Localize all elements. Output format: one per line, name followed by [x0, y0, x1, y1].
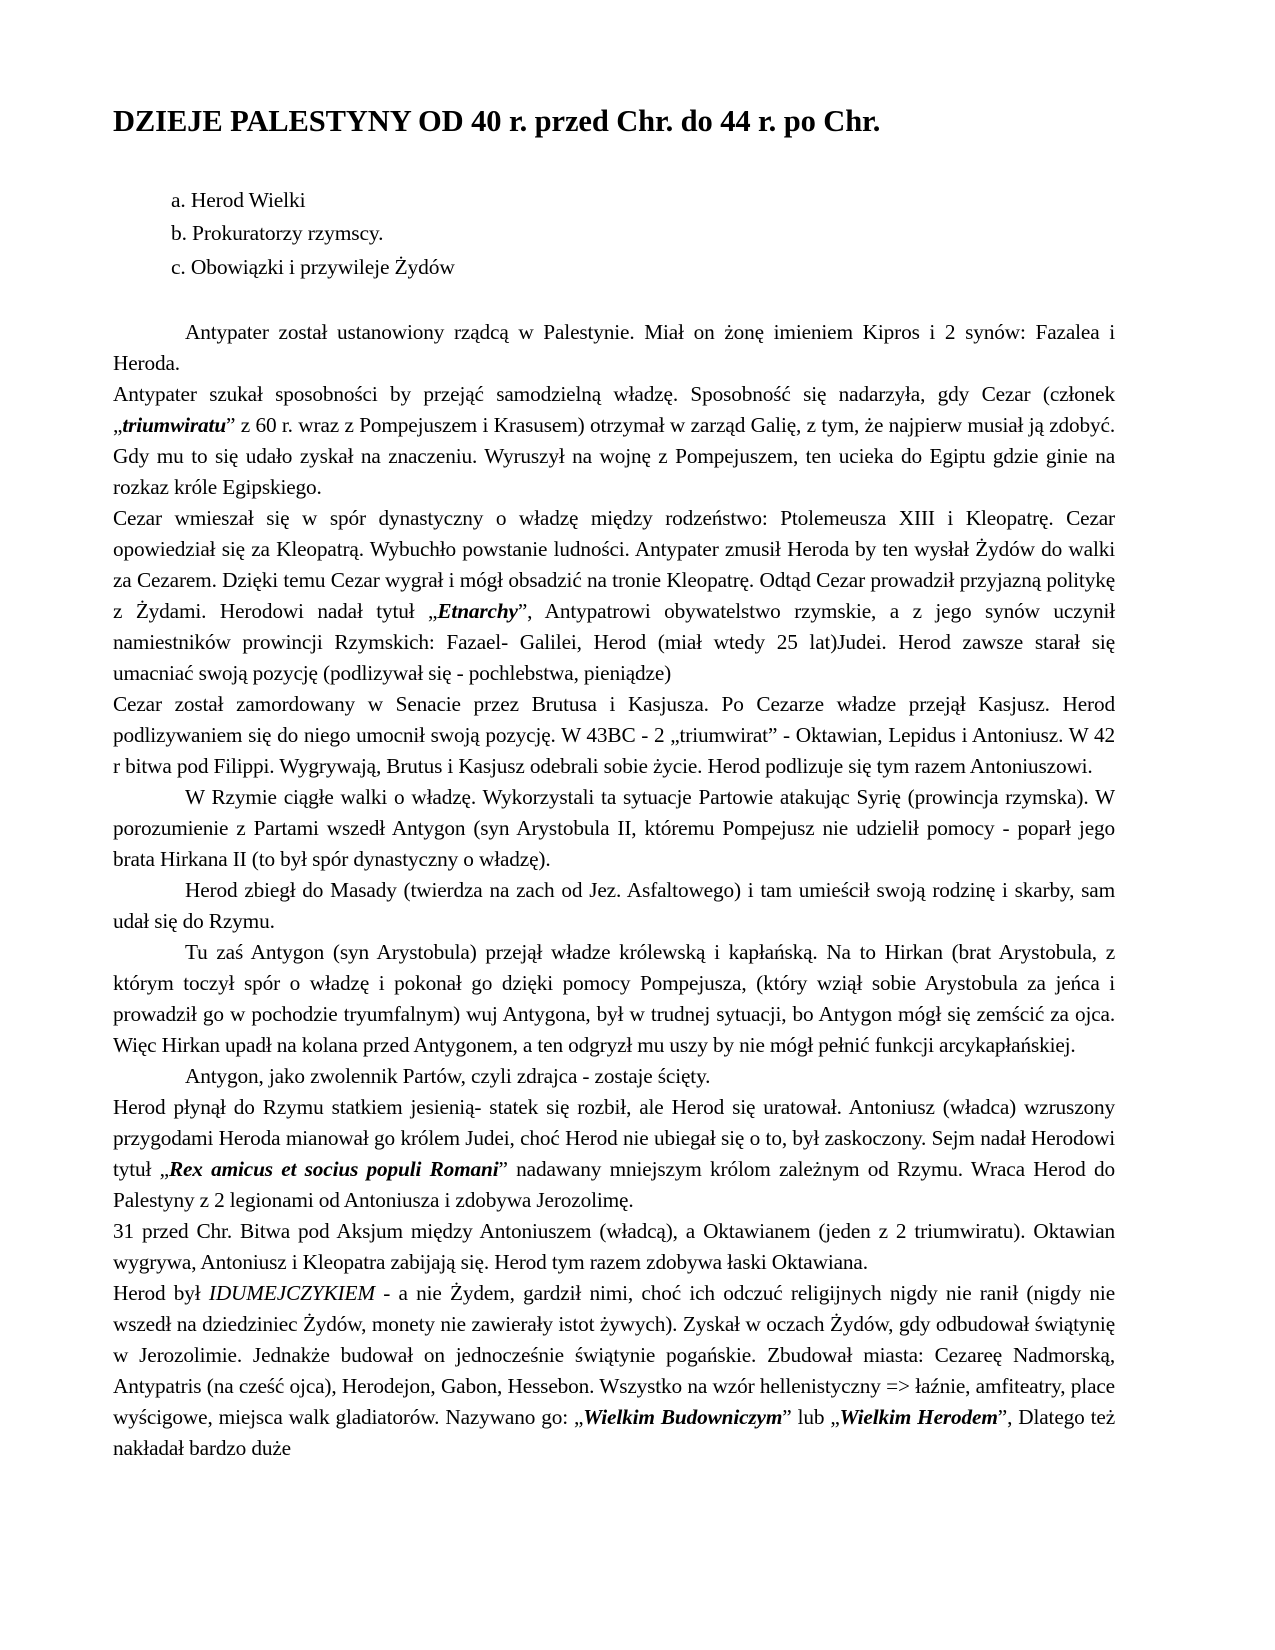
outline-item-a: a. Herod Wielki: [171, 188, 306, 213]
text-run: W Rzymie ciągłe walki o władzę. Wykorzystali ta sytuacje Partowie atakując Syrię (prowincja rzymska). W porozumienie z Partami wszedł Antygon (syn Arystobula II, któremu Pompejusz nie udzielił pomocy - poparł jego brata Hirkana II (to był spór dynastyczny o władzę).: [113, 784, 1115, 871]
paragraph: [113, 875, 1115, 937]
text-run: Antypater szukał sposobności by przejąć samodzielną władzę. Sposobność się nadarzyła, gdy Cezar (członek „: [113, 382, 1115, 438]
text-run: Cezar wmieszał się w spór dynastyczny o władzę między rodzeństwo: Ptolemeusza XIII i Kleopatrę. Cezar opowiedział się za Kleopatrą. Wybuchło powstanie ludności. Antypater zmusił Heroda by ten wysłał Żydów do walki za Cezarem. Dzięki temu Cezar wygrał i mógł obsadzić na tronie Kleopatrę. Odtąd Cezar prowadził przyjazną politykę z Żydami. Herodowi nadał tytuł „: [113, 506, 1115, 623]
emphasis-bold-italic: triumwiratu: [122, 413, 227, 438]
text-run: ” z 60 r. wraz z Pompejuszem i Krasusem) otrzymał w zarząd Galię, z tym, że najpierw musiał ją zdobyć. Gdy mu to się udało zyskał na znaczeniu. Wyruszył na wojnę z Pompejuszem, ten ucieka do Egiptu gdzie ginie na rozkaz króle Egipskiego.: [113, 413, 1115, 500]
text-run: Antygon, jako zwolennik Partów, czyli zdrajca - zostaje ścięty.: [185, 1063, 711, 1088]
text-run: Herod zbiegł do Masady (twierdza na zach od Jez. Asfaltowego) i tam umieścił swoją rodzinę i skarby, sam udał się do Rzymu.: [113, 877, 1115, 933]
text-run: Herod był: [113, 1280, 209, 1305]
text-run: ” lub „: [782, 1404, 840, 1429]
paragraph: [113, 1061, 1115, 1092]
text-run: Cezar został zamordowany w Senacie przez Brutusa i Kasjusza. Po Cezarze władze przejął Kasjusz. Herod podlizywaniem się do niego umocnił swoją pozycję. W 43BC - 2 „triumwirat” - Oktawian, Lepidus i Antoniusz. W 42 r bitwa pod Filippi. Wygrywają, Brutus i Kasjusz odebrali sobie życie. Herod podlizuje się tym razem Antoniuszowi.: [113, 691, 1115, 778]
outline-item-b: b. Prokuratorzy rzymscy.: [171, 221, 384, 246]
document-body: [113, 317, 1115, 1463]
text-run: - a nie Żydem, gardził nimi, choć ich odczuć religijnych nigdy nie ranił (nigdy nie wszedł na dziedziniec Żydów, monety nie zawierały istot żywych). Zyskał w oczach Żydów, gdy odbudował świątynię w Jerozolimie. Jednakże budował on jednocześnie świątynie pogańskie. Zbudował miasta: Cezareę Nadmorską, Antypatris (na cześć ojca), Herodejon, Gabon, Hessebon. Wszystko na wzór hellenistyczny => łaźnie, amfiteatry, place wyścigowe, miejsca walk gladiatorów. Nazywano go: „: [113, 1280, 1115, 1429]
text-run: Herod płynął do Rzymu statkiem jesienią- statek się rozbił, ale Herod się uratował. Antoniusz (władca) wzruszony przygodami Heroda mianował go królem Judei, choć Herod nie ubiegał się o to, był zaskoczony. Sejm nadał Herodowi tytuł „: [113, 1094, 1115, 1181]
text-run: 31 przed Chr. Bitwa pod Aksjum między Antoniuszem (władcą), a Oktawianem (jeden z 2 triumwiratu). Oktawian wygrywa, Antoniusz i Kleopatra zabijają się. Herod tym razem zdobywa łaski Oktawiana.: [113, 1218, 1115, 1274]
paragraph: [113, 1278, 1115, 1464]
text-run: ” nadawany mniejszym królom zależnym od Rzymu. Wraca Herod do Palestyny z 2 legionami od Antoniusza i zdobywa Jerozolimę.: [113, 1156, 1115, 1212]
paragraph: [113, 937, 1115, 1061]
emphasis-bold-italic: Wielkim Budowniczym: [583, 1404, 783, 1429]
paragraph: [113, 503, 1115, 689]
page-title: DZIEJE PALESTYNY OD 40 r. przed Chr. do 44 r. po Chr.: [113, 104, 881, 138]
paragraph: [113, 379, 1115, 503]
text-run: ”, Antypatrowi obywatelstwo rzymskie, a z jego synów uczynił namiestników prowincji Rzymskich: Fazael- Galilei, Herod (miał wtedy 25 lat)Judei. Herod zawsze starał się umacniać swoją pozycję (podlizywał się - pochlebstwa, pieniądze): [113, 598, 1116, 685]
paragraph: [113, 782, 1115, 875]
text-run: Antypater został ustanowiony rządcą w Palestynie. Miał on żonę imieniem Kipros i 2 synów: Fazalea i Heroda.: [113, 320, 1115, 376]
emphasis-italic: IDUMEJCZYKIEM: [208, 1280, 375, 1305]
paragraph: [113, 317, 1115, 379]
paragraph: [113, 1216, 1115, 1278]
outline-list: [171, 184, 1115, 284]
text-run: ”, Dlatego też nakładał bardzo duże: [113, 1404, 1116, 1460]
text-run: Tu zaś Antygon (syn Arystobula) przejął władze królewską i kapłańską. Na to Hirkan (brat Arystobula, z którym toczył spór o władzę i pokonał go dzięki pomocy Pompejusza, (który wziął sobie Arystobula za jeńca i prowadził go w pochodzie tryumfalnym) wuj Antygona, był w trudnej sytuacji, bo Antygon mógł się zemścić za ojca. Więc Hirkan upadł na kolana przed Antygonem, a ten odgryzł mu uszy by nie mógł pełnić funkcji arcykapłańskiej.: [113, 939, 1115, 1057]
outline-item-c: c. Obowiązki i przywileje Żydów: [171, 254, 455, 279]
paragraph: [113, 1092, 1115, 1216]
emphasis-bold-italic: Rex amicus et socius populi Romani: [168, 1156, 499, 1181]
emphasis-bold-italic: Etnarchy: [437, 598, 518, 623]
paragraph: [113, 689, 1115, 782]
emphasis-bold-italic: Wielkim Herodem: [839, 1404, 998, 1429]
